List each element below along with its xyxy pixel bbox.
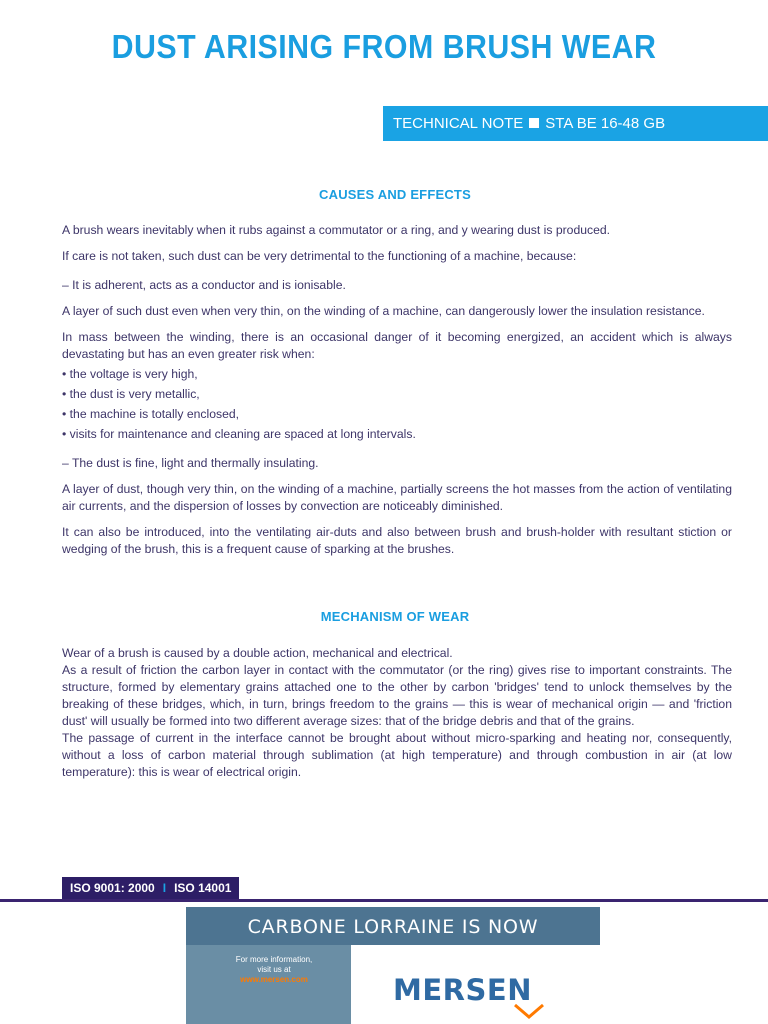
mersen-logo-panel bbox=[351, 945, 600, 1024]
section-heading-mechanism: MECHANISM OF WEAR bbox=[320, 609, 470, 624]
paragraph: It can also be introduced, into the ventilating air-duts and also between brush and brush-holder with resultant stiction or wedging of the brush, this is a frequent cause of sparking at the brushes. bbox=[62, 525, 732, 556]
paragraph: A layer of dust, though very thin, on the winding of a machine, partially screens the hot masses from the action of ventilating air currents, and the dispersion of losses by convection are noticeably diminished. bbox=[62, 482, 732, 513]
paragraph: In mass between the winding, there is an occasional danger of it becoming energized, an accident which is always devastating but has an even greater risk when: bbox=[62, 330, 732, 361]
paragraph: If care is not taken, such dust can be very detrimental to the functioning of a machine, because: bbox=[62, 249, 577, 263]
paragraph: Wear of a brush is caused by a double action, mechanical and electrical. bbox=[62, 646, 453, 660]
square-separator-icon bbox=[529, 118, 539, 128]
technical-note-bar bbox=[383, 106, 768, 141]
page-title: DUST ARISING FROM BRUSH WEAR bbox=[111, 28, 657, 65]
banner-info-line: visit us at bbox=[257, 965, 291, 974]
bullet-item: • visits for maintenance and cleaning are spaced at long intervals. bbox=[62, 427, 416, 441]
section-heading-causes: CAUSES AND EFFECTS bbox=[319, 187, 471, 202]
mersen-banner bbox=[186, 907, 600, 1024]
iso-9001-label: ISO 9001: 2000 bbox=[70, 881, 155, 895]
mersen-logo: MERSEN bbox=[393, 973, 532, 1007]
technical-note-label: TECHNICAL NOTE bbox=[393, 115, 524, 132]
iso-badge bbox=[62, 877, 239, 899]
section-mechanism-body bbox=[62, 645, 732, 781]
bullet-item: • the dust is very metallic, bbox=[62, 387, 200, 401]
banner-url: www.mersen.com bbox=[240, 975, 308, 984]
paragraph: A brush wears inevitably when it rubs against a commutator or a ring, and y wearing dust is produced. bbox=[62, 223, 611, 237]
banner-info bbox=[204, 955, 344, 985]
logo-swoosh-icon bbox=[513, 1001, 553, 1021]
bullet-item: • the voltage is very high, bbox=[62, 367, 198, 381]
section-causes-body bbox=[62, 222, 732, 558]
footer-divider bbox=[0, 899, 768, 902]
paragraph: As a result of friction the carbon layer in contact with the commutator (or the ring) gives rise to important constraints. The structure, formed by elementary grains attached one to the other by carbon 'bridges' tend to unlock themselves by the breaking of these bridges, which, in turn, brings freedom to the grains — this is wear of mechanical origin — and 'friction dust' will usually be formed into two different average sizes: that of the bridge debris and that of the grains. bbox=[62, 663, 732, 728]
paragraph: – The dust is fine, light and thermally insulating. bbox=[62, 456, 319, 470]
bullet-item: • the machine is totally enclosed, bbox=[62, 407, 240, 421]
technical-note-code: STA BE 16-48 GB bbox=[545, 115, 666, 132]
paragraph: A layer of such dust even when very thin, on the winding of a machine, can dangerously lower the insulation resistance. bbox=[62, 304, 705, 318]
paragraph: The passage of current in the interface cannot be brought about without micro-sparking and heating nor, consequently, without a loss of carbon material through sublimation (at high temperature) and through combustion in air (at low temperature): this is wear of electrical origin. bbox=[62, 731, 732, 779]
iso-14001-label: ISO 14001 bbox=[174, 881, 232, 895]
paragraph: – It is adherent, acts as a conductor and is ionisable. bbox=[62, 278, 346, 292]
banner-info-line: For more information, bbox=[235, 955, 313, 964]
banner-headline: CARBONE LORRAINE IS NOW bbox=[186, 907, 600, 945]
iso-separator: I bbox=[162, 881, 167, 895]
